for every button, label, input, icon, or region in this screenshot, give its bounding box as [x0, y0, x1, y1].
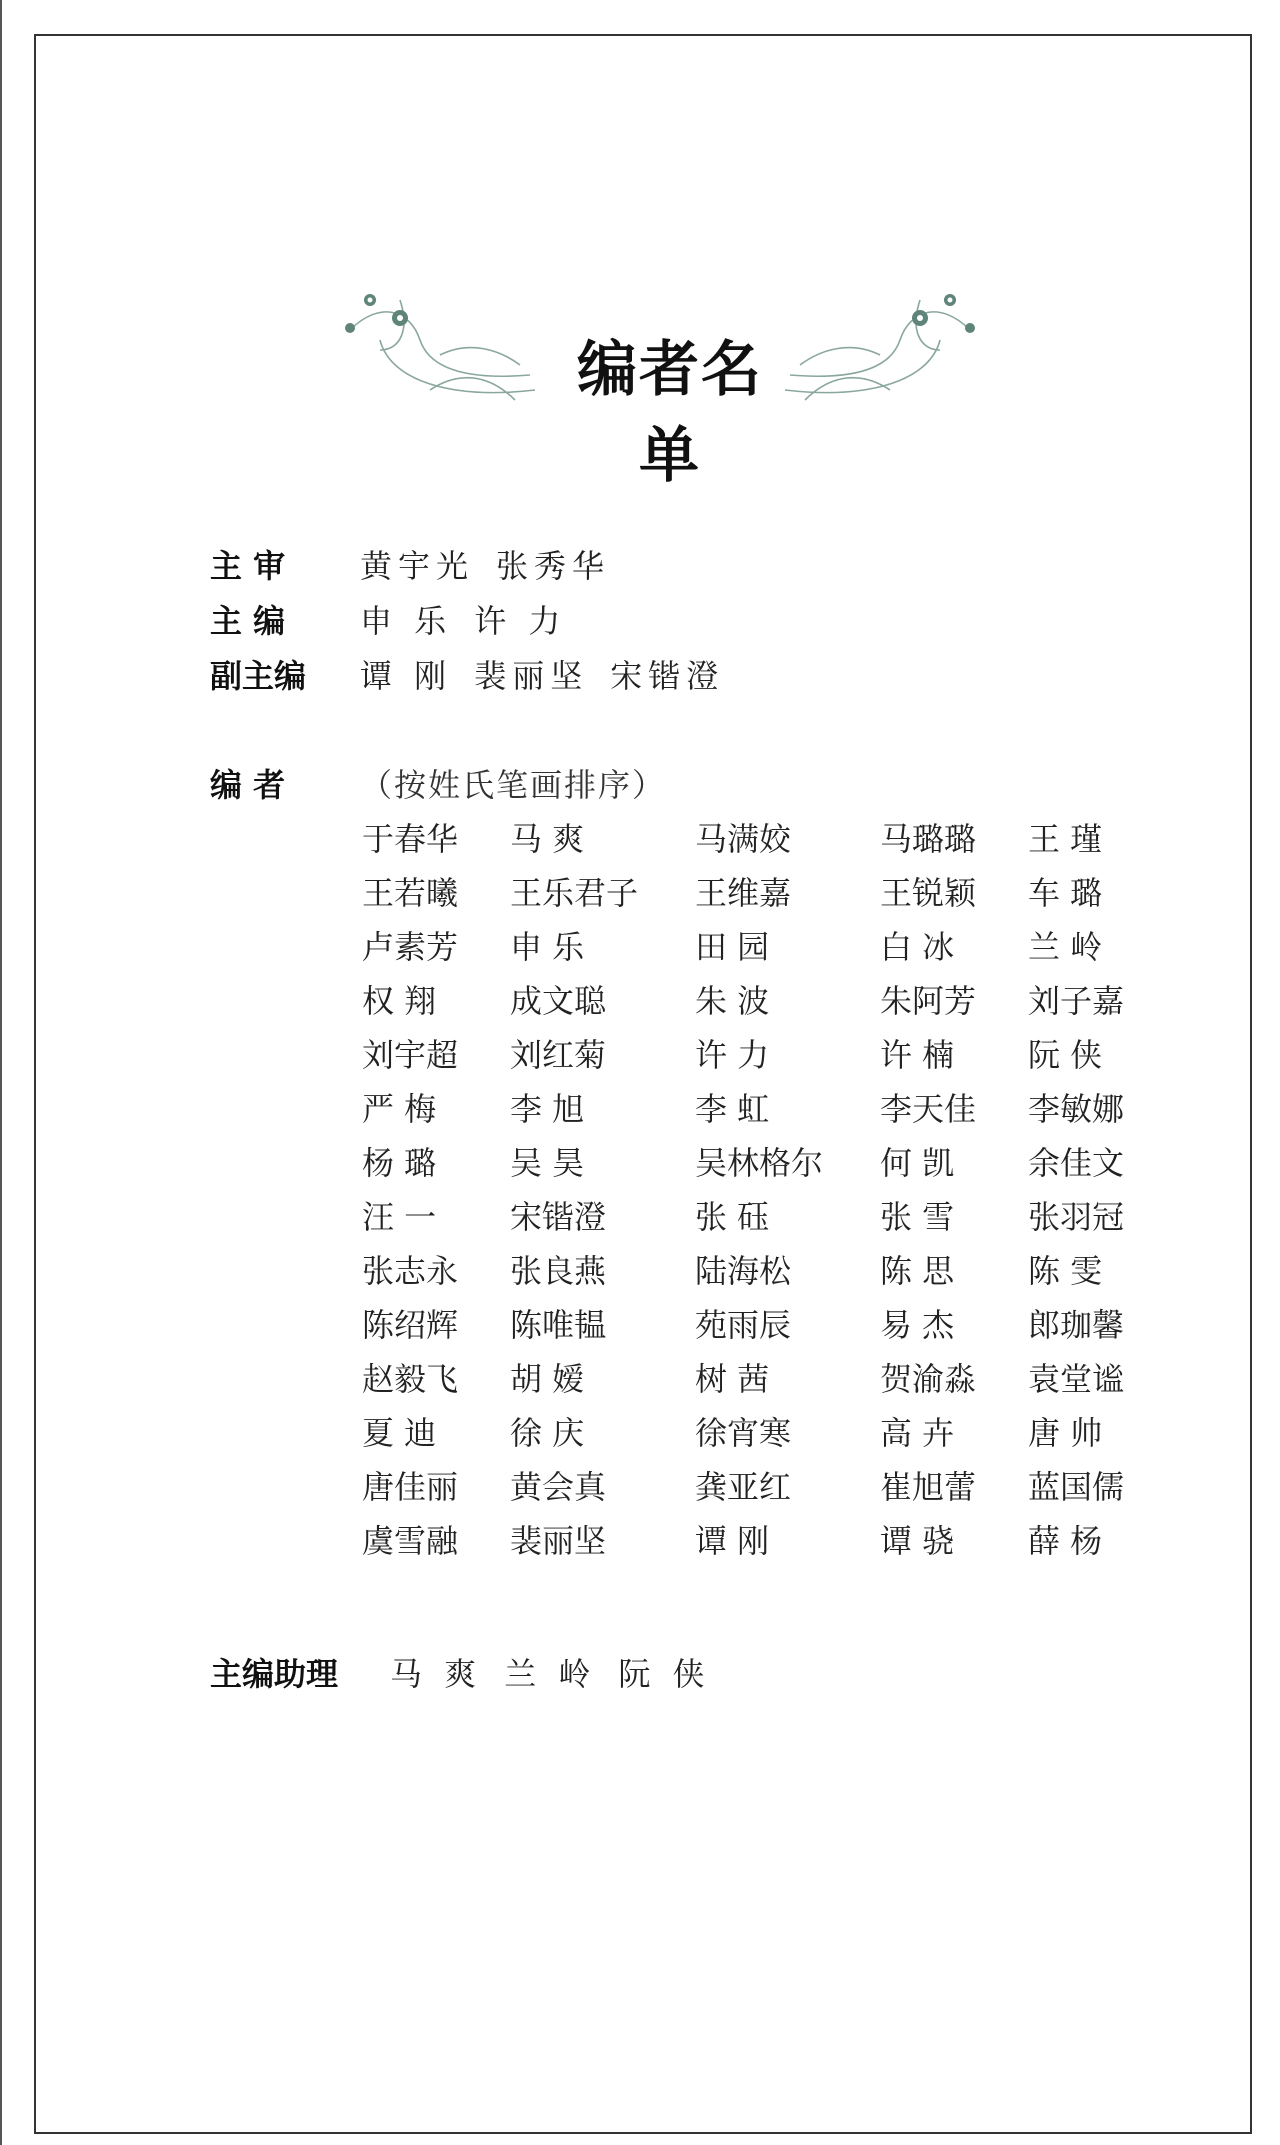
editor-name: 赵毅飞: [362, 1360, 459, 1398]
editor-name: 车 璐: [1028, 874, 1103, 912]
editor-name: 徐 庆: [510, 1414, 585, 1452]
page-title: 编者名单: [577, 335, 763, 491]
editor-name: 虞雪融: [362, 1522, 459, 1560]
editor-name: 高 卉: [880, 1414, 955, 1452]
editor-name: 吴 昊: [510, 1144, 585, 1182]
title-block: [340, 280, 980, 491]
person-name: 黄宇光: [360, 547, 475, 585]
chief-reviewers-row: [210, 546, 632, 586]
person-name: 裴丽坚: [474, 657, 589, 695]
chief-editors-names: [360, 601, 588, 641]
chief-reviewers-label: 主 审: [210, 547, 286, 585]
editors-label: 编 者: [210, 766, 286, 804]
editor-name: 权 翔: [362, 982, 437, 1020]
person-name: 许 力: [474, 602, 567, 640]
person-name: 张秀华: [496, 547, 611, 585]
editor-name: 陆海松: [695, 1252, 792, 1290]
chief-editors-label: 主 编: [210, 602, 286, 640]
editors-header-row: [210, 765, 666, 805]
editor-name: 谭 骁: [880, 1522, 955, 1560]
editor-name: 朱阿芳: [880, 982, 977, 1020]
deputy-editors-row: [210, 656, 746, 696]
editor-name: 张羽冠: [1028, 1198, 1125, 1236]
editor-name: 许 力: [695, 1036, 770, 1074]
editor-name: 王若曦: [362, 874, 459, 912]
editor-name: 宋锴澄: [510, 1198, 607, 1236]
editor-name: 许 楠: [880, 1036, 955, 1074]
person-name: 谭 刚: [360, 657, 453, 695]
editor-name: 王维嘉: [695, 874, 792, 912]
editor-name: 马 爽: [510, 820, 585, 858]
editor-name: 陈唯韫: [510, 1306, 607, 1344]
assistants-label: 主编助理: [210, 1655, 339, 1693]
editor-name: 马璐璐: [880, 820, 977, 858]
editor-name: 何 凯: [880, 1144, 955, 1182]
editor-name: 唐佳丽: [362, 1468, 459, 1506]
editor-name: 刘宇超: [362, 1036, 459, 1074]
person-name: 申 乐: [360, 602, 453, 640]
editor-name: 刘红菊: [510, 1036, 607, 1074]
editor-name: 卢素芳: [362, 928, 459, 966]
editor-name: 易 杰: [880, 1306, 955, 1344]
editor-name: 张志永: [362, 1252, 459, 1290]
editor-name: 余佳文: [1028, 1144, 1125, 1182]
editor-name: 陈绍辉: [362, 1306, 459, 1344]
editor-name: 徐宵寒: [695, 1414, 792, 1452]
editor-name: 白 冰: [880, 928, 955, 966]
editor-name: 王 瑾: [1028, 820, 1103, 858]
editors-sort-note: （按姓氏笔画排序）: [360, 766, 667, 804]
editor-name: 龚亚红: [695, 1468, 792, 1506]
editor-name: 薛 杨: [1028, 1522, 1103, 1560]
person-name: 兰 岭: [504, 1655, 597, 1693]
editor-name: 田 园: [695, 928, 770, 966]
deputy-editors-names: [360, 656, 746, 696]
person-name: 马 爽: [390, 1655, 483, 1693]
editor-name: 申 乐: [510, 928, 585, 966]
editor-name: 郎珈馨: [1028, 1306, 1125, 1344]
deputy-editors-label: 副主编: [210, 657, 307, 695]
assistants-row: [210, 1654, 733, 1694]
person-name: 宋锴澄: [610, 657, 725, 695]
editor-name: 严 梅: [362, 1090, 437, 1128]
editor-name: 树 茜: [695, 1360, 770, 1398]
editor-name: 胡 嫒: [510, 1360, 585, 1398]
person-name: 阮 侠: [618, 1655, 711, 1693]
chief-reviewers-names: [360, 546, 632, 586]
editor-name: 王乐君子: [510, 874, 639, 912]
floral-ornament-left-icon: [340, 280, 540, 420]
editor-name: 张良燕: [510, 1252, 607, 1290]
editor-name: 谭 刚: [695, 1522, 770, 1560]
editor-name: 蓝国儒: [1028, 1468, 1125, 1506]
editor-name: 阮 侠: [1028, 1036, 1103, 1074]
editor-name: 李 旭: [510, 1090, 585, 1128]
editor-name: 裴丽坚: [510, 1522, 607, 1560]
editor-name: 兰 岭: [1028, 928, 1103, 966]
editor-name: 崔旭蕾: [880, 1468, 977, 1506]
editor-name: 汪 一: [362, 1198, 437, 1236]
editor-name: 杨 璐: [362, 1144, 437, 1182]
editor-name: 张 雪: [880, 1198, 955, 1236]
editor-name: 李敏娜: [1028, 1090, 1125, 1128]
editor-name: 苑雨辰: [695, 1306, 792, 1344]
floral-ornament-right-icon: [780, 280, 980, 420]
editor-name: 黄会真: [510, 1468, 607, 1506]
editor-name: 于春华: [362, 820, 459, 858]
editor-name: 贺渝淼: [880, 1360, 977, 1398]
editor-name: 朱 波: [695, 982, 770, 1020]
page-edge-line: [0, 0, 2, 2145]
assistants-names: [390, 1654, 733, 1694]
editor-name: 王锐颖: [880, 874, 977, 912]
editor-name: 袁堂谧: [1028, 1360, 1125, 1398]
editor-name: 夏 迪: [362, 1414, 437, 1452]
editor-name: 刘子嘉: [1028, 982, 1125, 1020]
editor-name: 李 虹: [695, 1090, 770, 1128]
editors-list: [362, 818, 1142, 1562]
editor-name: 吴林格尔: [695, 1144, 824, 1182]
editor-name: 成文聪: [510, 982, 607, 1020]
editor-name: 马满姣: [695, 820, 792, 858]
editor-name: 张 砡: [695, 1198, 770, 1236]
editor-name: 陈 雯: [1028, 1252, 1103, 1290]
editor-name: 李天佳: [880, 1090, 977, 1128]
editor-name: 唐 帅: [1028, 1414, 1103, 1452]
editor-name: 陈 思: [880, 1252, 955, 1290]
chief-editors-row: [210, 601, 588, 641]
